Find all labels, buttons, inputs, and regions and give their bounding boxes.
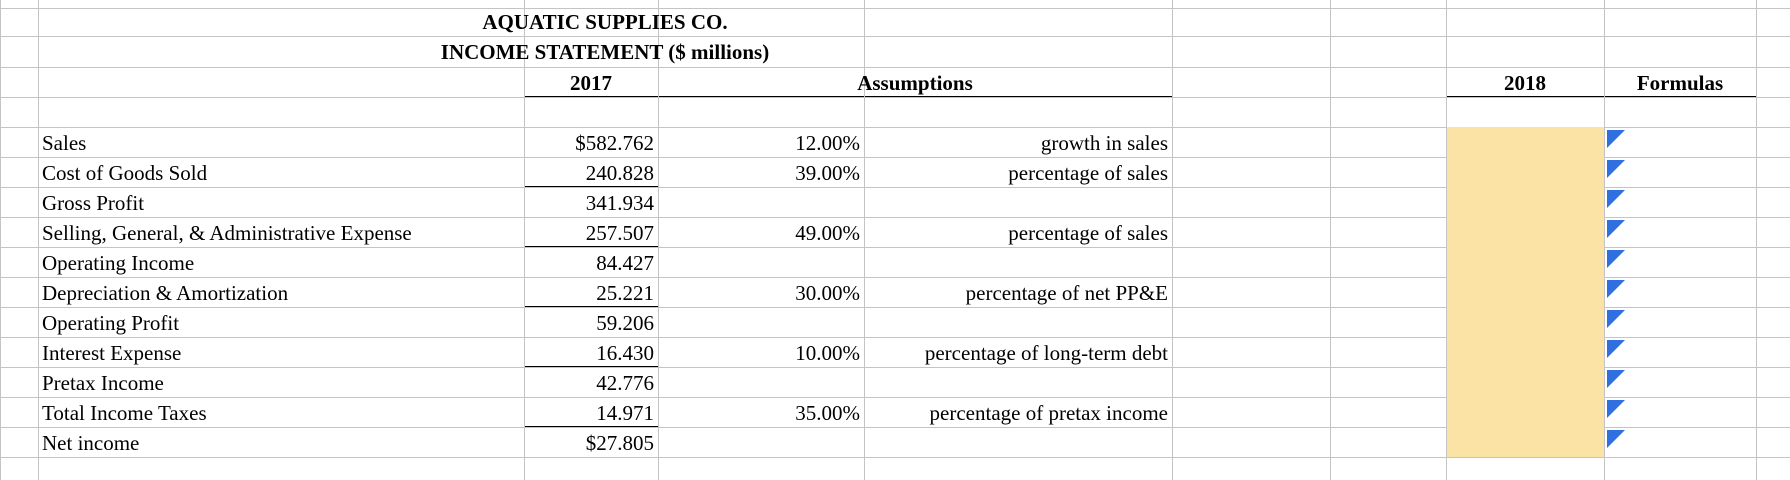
input-cell-2018[interactable]: [1446, 278, 1604, 308]
comment-indicator-icon[interactable]: [1607, 430, 1625, 448]
grid-column-line: [1330, 0, 1331, 480]
value-2017: 257.507: [585, 221, 654, 245]
row-label: Selling, General, & Administrative Expense: [42, 221, 412, 245]
row-label: Cost of Goods Sold: [42, 161, 208, 185]
value-2017: $582.762: [575, 131, 654, 155]
comment-indicator-icon[interactable]: [1607, 190, 1625, 208]
comment-indicator-icon[interactable]: [1607, 220, 1625, 238]
value-2017: 16.430: [596, 341, 654, 365]
input-cell-2018[interactable]: [1446, 398, 1604, 428]
assumption-basis: percentage of sales: [1008, 221, 1168, 245]
row-label: Net income: [42, 431, 140, 455]
comment-indicator-icon[interactable]: [1607, 280, 1625, 298]
input-cell-2018[interactable]: [1446, 308, 1604, 338]
company-title: AQUATIC SUPPLIES CO.: [482, 10, 728, 34]
row-label: Depreciation & Amortization: [42, 281, 289, 305]
row-label: Gross Profit: [42, 191, 145, 215]
assumption-basis: percentage of sales: [1008, 161, 1168, 185]
grid-column-line: [1172, 0, 1173, 480]
assumption-percent[interactable]: 30.00%: [795, 281, 860, 305]
header-assumptions: Assumptions: [857, 71, 973, 95]
input-cell-2018[interactable]: [1446, 338, 1604, 368]
comment-indicator-icon[interactable]: [1607, 400, 1625, 418]
input-cell-2018[interactable]: [1446, 428, 1604, 458]
input-cell-2018[interactable]: [1446, 368, 1604, 398]
input-cell-2018[interactable]: [1446, 158, 1604, 188]
value-2017: $27.805: [585, 431, 654, 455]
value-2017: 25.221: [596, 281, 654, 305]
input-cell-2018[interactable]: [1446, 248, 1604, 278]
assumption-basis: percentage of net PP&E: [965, 281, 1168, 305]
header-2017: 2017: [570, 71, 612, 95]
comment-indicator-icon[interactable]: [1607, 340, 1625, 358]
grid-column-line: [0, 0, 1, 480]
value-2017: 59.206: [596, 311, 654, 335]
header-2018: 2018: [1504, 71, 1546, 95]
value-2017: 42.776: [596, 371, 654, 395]
assumption-basis: growth in sales: [1040, 131, 1168, 155]
assumption-percent[interactable]: 12.00%: [795, 131, 860, 155]
value-2017: 341.934: [585, 191, 654, 215]
value-2017: 84.427: [596, 251, 654, 275]
comment-indicator-icon[interactable]: [1607, 250, 1625, 268]
row-label: Total Income Taxes: [42, 401, 207, 425]
row-label: Interest Expense: [42, 341, 182, 365]
assumption-basis: percentage of pretax income: [929, 401, 1168, 425]
comment-indicator-icon[interactable]: [1607, 370, 1625, 388]
assumption-percent[interactable]: 35.00%: [795, 401, 860, 425]
row-label: Operating Profit: [42, 311, 180, 335]
grid-row-line: [0, 36, 1790, 37]
comment-indicator-icon[interactable]: [1607, 160, 1625, 178]
comment-indicator-icon[interactable]: [1607, 310, 1625, 328]
assumption-percent[interactable]: 49.00%: [795, 221, 860, 245]
assumption-percent[interactable]: 10.00%: [795, 341, 860, 365]
statement-title: INCOME STATEMENT ($ millions): [440, 40, 770, 64]
row-label: Sales: [42, 131, 87, 155]
grid-row-line: [0, 8, 1790, 9]
input-cell-2018[interactable]: [1446, 218, 1604, 248]
value-2017: 14.971: [596, 401, 654, 425]
assumption-basis: percentage of long-term debt: [924, 341, 1168, 365]
assumption-percent[interactable]: 39.00%: [795, 161, 860, 185]
row-label: Operating Income: [42, 251, 195, 275]
input-cell-2018[interactable]: [1446, 188, 1604, 218]
grid-column-line: [1756, 0, 1757, 480]
header-formulas: Formulas: [1636, 71, 1724, 95]
value-2017: 240.828: [585, 161, 654, 185]
input-cell-2018[interactable]: [1446, 128, 1604, 158]
comment-indicator-icon[interactable]: [1607, 130, 1625, 148]
row-label: Pretax Income: [42, 371, 164, 395]
